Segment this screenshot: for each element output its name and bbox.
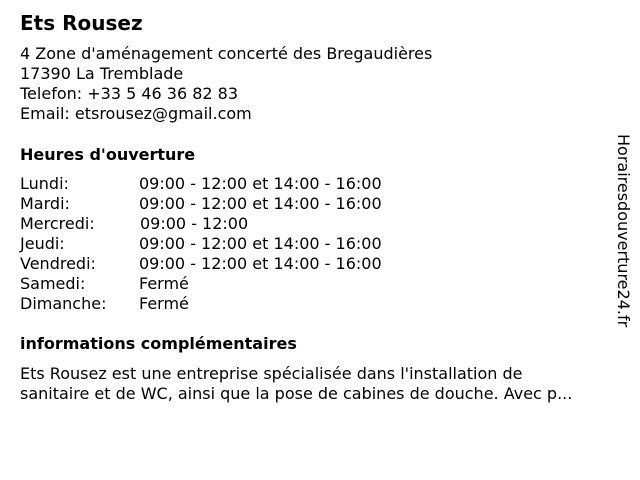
business-name: Ets Rousez [20,11,143,35]
hours-time: 09:00 - 12:00 et 14:00 - 16:00 [139,254,382,273]
address-street: 4 Zone d'aménagement concerté des Bregaudières [20,44,433,63]
opening-hours-heading: Heures d'ouverture [20,145,196,164]
hours-day: Samedi: [20,274,86,293]
phone-number: Telefon: +33 5 46 36 82 83 [20,84,239,103]
description-line: sanitaire et de WC, ainsi que la pose de cabines de douche. Avec p... [20,384,573,403]
hours-day: Vendredi: [20,254,96,273]
hours-day: Dimanche: [20,294,107,313]
site-watermark: Horairesdouverture24.fr [614,134,633,328]
hours-time: Fermé [139,274,189,293]
description-line: Ets Rousez est une entreprise spécialisée dans l'installation de [20,364,523,383]
business-description [20,364,620,404]
hours-time: 09:00 - 12:00 et 14:00 - 16:00 [139,234,382,253]
address-city: 17390 La Tremblade [20,64,184,83]
additional-info-heading: informations complémentaires [20,334,297,353]
hours-day: Mardi: [20,194,70,213]
hours-time: 09:00 - 12:00 et 14:00 - 16:00 [139,194,382,213]
hours-day: Jeudi: [20,234,65,253]
hours-time: 09:00 - 12:00 [140,214,249,233]
hours-day: Lundi: [20,174,69,193]
address-block [20,44,432,124]
hours-time: Fermé [139,294,189,313]
email-address: Email: etsrousez@gmail.com [20,104,252,123]
hours-day: Mercredi: [20,214,95,233]
hours-time: 09:00 - 12:00 et 14:00 - 16:00 [139,174,382,193]
